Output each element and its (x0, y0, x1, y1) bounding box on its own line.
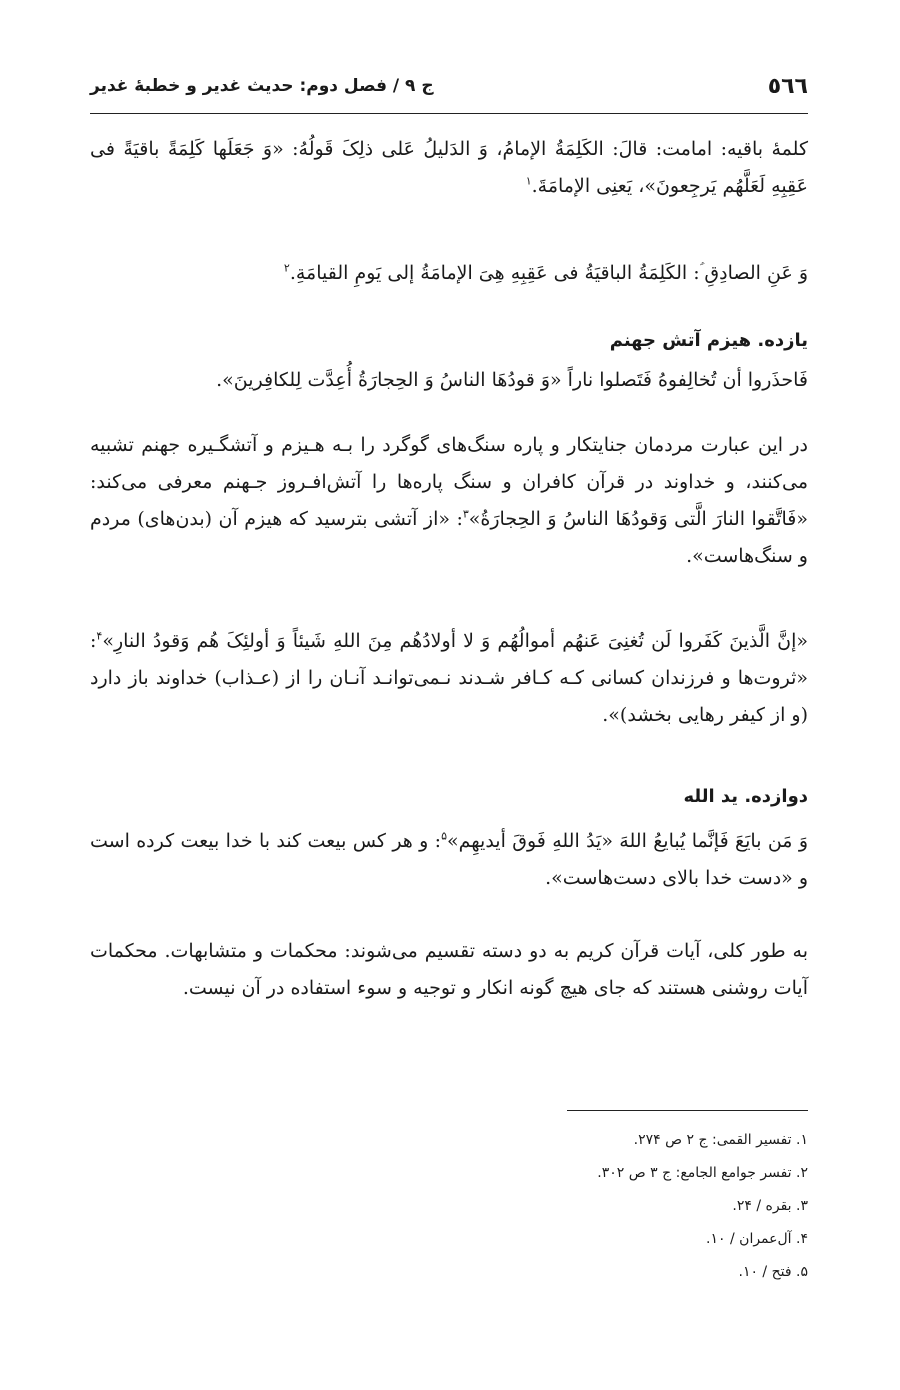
footnotes-list (408, 1124, 808, 1289)
running-title: ج ۹ / فصل دوم: حدیث غدیر و خطبهٔ غدیر (90, 76, 434, 96)
footnote-item: ۲. تفسر جوامع الجامع: ج ۳ ص ۳۰۲. (597, 1165, 808, 1181)
footnote-item: ۳. بقره / ۲۴. (732, 1198, 808, 1214)
paragraph-text: وَ عَنِ الصادِقِ ؑ: الکَلِمَةُ الباقیَةُ فی عَقِبِهِ هِیَ الإمامَةُ إلی یَومِ القیامَةِ. (289, 262, 808, 284)
footnote-item: ۴. آل‌عمران / ۱۰. (706, 1231, 808, 1247)
paragraph-muhkamat: به طور کلی، آیات قرآن کریم به دو دسته تقسیم می‌شوند: محکمات و متشابهات. محکمات آیات روشنی هستند که جای هیچ گونه انکار و توجیه و سوء استفاده در آن نیست. (90, 940, 808, 999)
paragraph-text: در این عبارت مردمان جنایتکار و پاره سنگ‌های گوگرد را بـه هـیزم و آتشگـیره جهنم تشبیه می‌کنند، و خداوند در قرآن کافران و سنگ پاره‌ها را آتش‌افـروز جـهنم معرفی می‌کند: «فَاتَّقوا النارَ الَّتی وَقودُهَا الناسُ وَ الحِجارَةُ» (90, 434, 808, 530)
paragraph-text-cont: : «از آتشی بترسید که هیزم آن (بدن‌های) مردم و سنگ‌هاست». (90, 508, 808, 567)
paragraph-text: کلمهٔ باقیه: امامت: قالَ: الکَلِمَةُ الإمامُ، وَ الدَلیلُ عَلی ذلِکَ قَولُهُ: «وَ جَعَلَها کَلِمَةً باقیَةً فی عَقِبِهِ لَعَلَّهُم یَرجِعونَ»، یَعنِی الإمامَةَ. (90, 138, 808, 197)
paragraph-text: وَ مَن بایَعَ فَإنَّما یُبایعُ اللهَ «یَدُ اللهِ فَوقَ أیدیهِم» (447, 830, 809, 852)
footnote-divider (567, 1110, 808, 1111)
footnote-item: ۵. فتح / ۱۰. (738, 1264, 808, 1280)
page-header (90, 64, 808, 108)
paragraph-persian-explanation (90, 427, 808, 575)
footnote-ref-2: ۲ (283, 261, 290, 275)
paragraph-sadiq-hadith (90, 255, 808, 292)
footnote-item: ۱. تفسیر القمی: ج ۲ ص ۲۷۴. (633, 1132, 808, 1148)
section-heading-11: یازده. هیزم آتش جهنم (609, 330, 808, 351)
paragraph-kalima-baqiya (90, 131, 808, 205)
footnote-ref-4: ۴ (96, 629, 103, 643)
header-divider (90, 113, 808, 114)
footnote-ref-1: ۱ (525, 174, 532, 188)
footnote-ref-5: ۵ (441, 829, 448, 843)
page-number: ٥٦٦ (767, 73, 808, 99)
paragraph-text: «إنَّ الَّذینَ کَفَروا لَن تُغنِیَ عَنهُم أموالُهُم وَ لا أولادُهُم مِنَ اللهِ شَیئاً وَ أولئِکَ هُم وَقودُ النارِ» (102, 630, 808, 652)
paragraph-arabic-fire: فَاحذَروا أن تُخالِفوهُ فَتَصلوا ناراً «وَ قودُهَا الناسُ وَ الحِجارَةُ أُعِدَّت لِلکافِرینَ». (216, 369, 808, 391)
paragraph-yad-allah (90, 823, 808, 897)
footnote-ref-3: ۳ (462, 507, 469, 521)
paragraph-text-cont: : «ثروت‌ها و فرزندان کسانی کـه کـافر شـدند نـمی‌توانـد آنـان را از (عـذاب) خداوند باز دارد (و از کیفر رهایی بخشد)». (90, 630, 808, 726)
section-heading-12: دوازده. ید الله (683, 786, 808, 807)
paragraph-text-cont: : و هر کس بیعت کند با خدا بیعت کرده است و «دست خدا بالای دست‌هاست». (90, 830, 808, 889)
paragraph-quran-verse (90, 623, 808, 734)
